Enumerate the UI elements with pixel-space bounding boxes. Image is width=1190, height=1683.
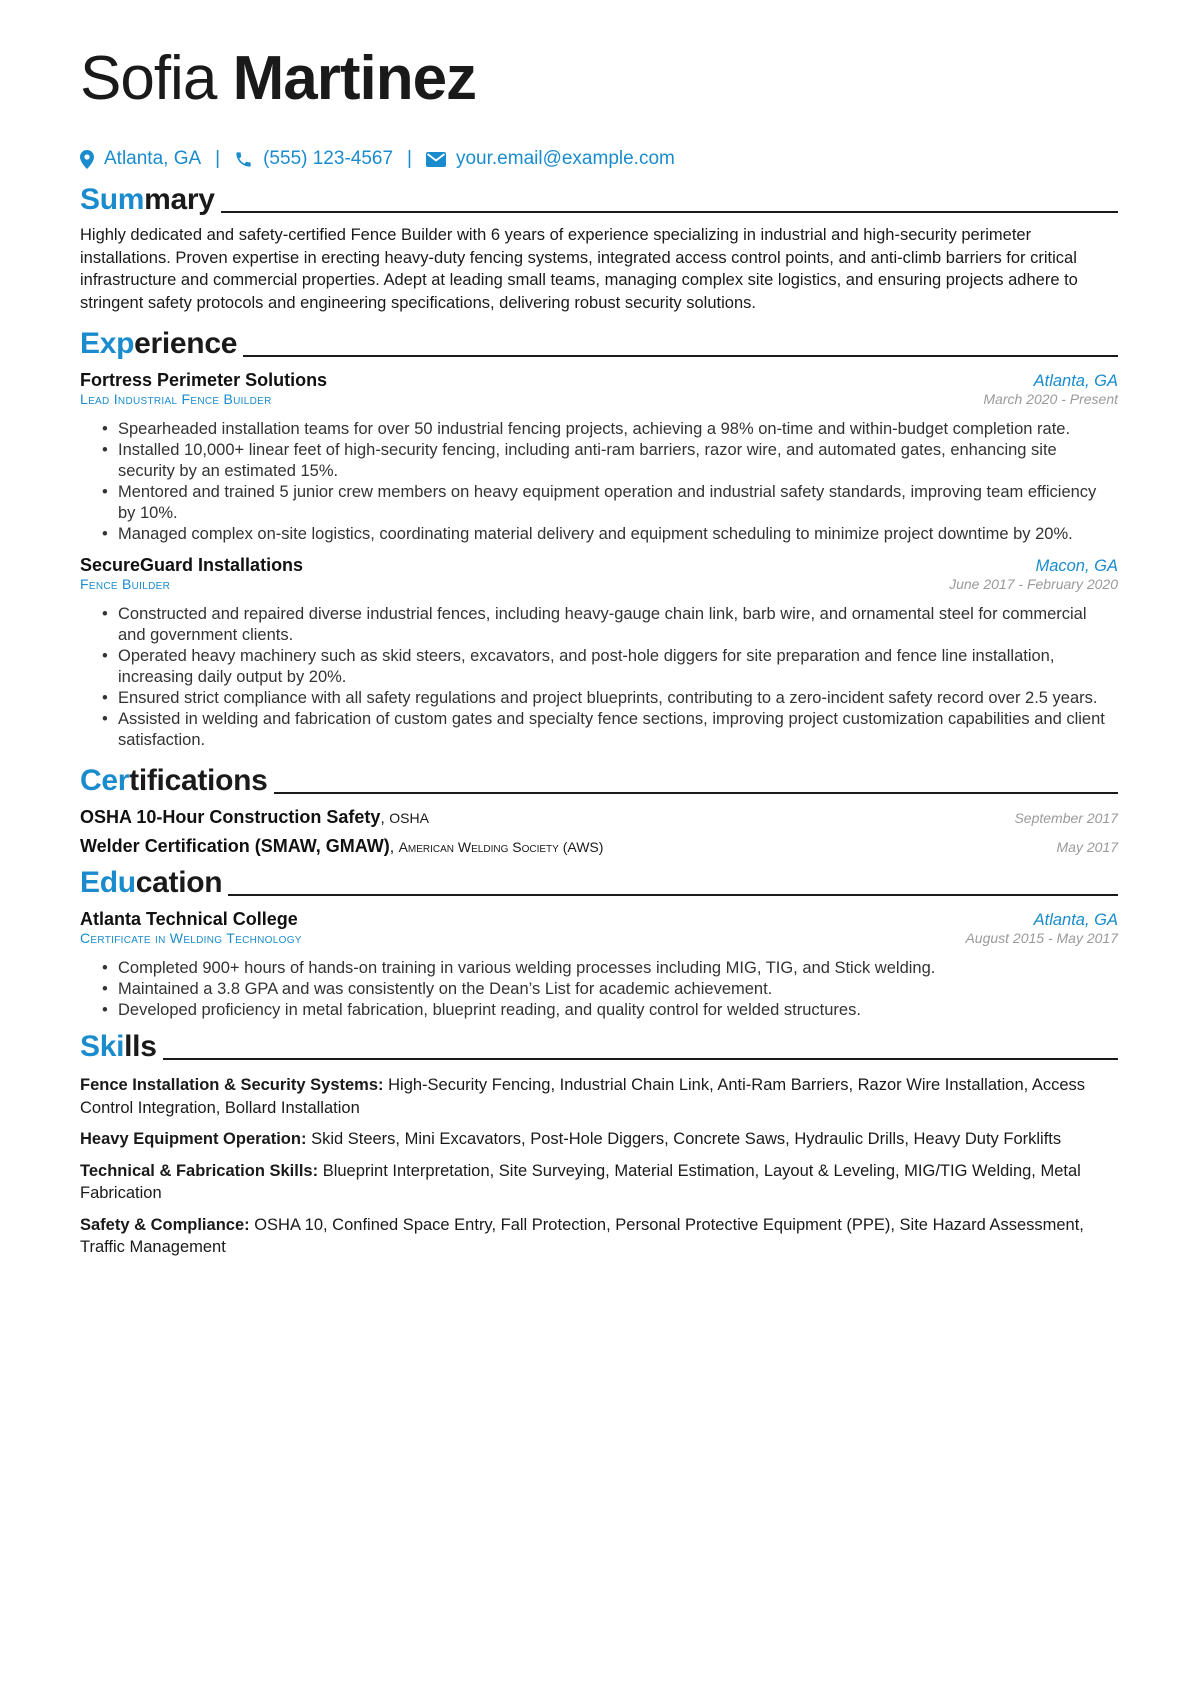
- envelope-icon: [426, 152, 446, 167]
- contact-email[interactable]: [426, 148, 675, 170]
- bullet-text: Managed complex on-site logistics, coordinating material delivery and equipment scheduling to minimize project downtime by 20%.: [118, 525, 1073, 543]
- section-title-accent: Exp: [80, 327, 135, 360]
- email-text: your.email@example.com: [455, 148, 675, 169]
- bullet-icon: •: [102, 980, 108, 998]
- job-title: Fence Builder: [80, 576, 171, 592]
- phone-icon: [234, 150, 253, 169]
- section-title: [80, 763, 268, 799]
- entry-subheading: [80, 576, 1118, 592]
- skill-items: Blueprint Interpretation, Site Surveying, Material Estimation, Layout & Leveling, MIG/TIG Welding, Metal Fabrication: [80, 1161, 1081, 1202]
- skill-category: Fence Installation & Security Systems:: [80, 1076, 384, 1094]
- experience-entry: [80, 555, 1118, 751]
- section-rule: [163, 1058, 1118, 1060]
- entry-heading: [80, 370, 1118, 391]
- company-name: Fortress Perimeter Solutions: [80, 370, 328, 390]
- job-bullets: [80, 604, 1118, 751]
- skill-group: [80, 1214, 1118, 1259]
- section-title: [80, 326, 237, 362]
- company-name: SecureGuard Installations: [80, 555, 304, 575]
- section-title-accent: Edu: [80, 866, 136, 899]
- section-header-summary: [80, 174, 1118, 218]
- first-name: Sofia: [80, 44, 217, 113]
- certification-name: Welder Certification (SMAW, GMAW): [80, 836, 390, 856]
- skill-category: Technical & Fabrication Skills:: [80, 1161, 319, 1180]
- certification-label: Welder Certification (SMAW, GMAW), American Welding Society (AWS): [80, 836, 604, 856]
- skill-group: [80, 1128, 1118, 1151]
- skill-category: Safety & Compliance:: [80, 1215, 250, 1234]
- list-item: [80, 482, 1118, 524]
- skill-category: Heavy Equipment Operation:: [80, 1130, 307, 1148]
- bullet-text: Completed 900+ hours of hands-on training in various welding processes including MIG, TIG, and Stick welding.: [118, 959, 936, 977]
- bullet-icon: •: [102, 605, 108, 623]
- section-title-accent: Ski: [80, 1030, 125, 1063]
- job-title: Lead Industrial Fence Builder: [80, 391, 272, 407]
- candidate-name: [80, 40, 1118, 118]
- section-title-rest: mary: [144, 183, 215, 216]
- bullet-text: Installed 10,000+ linear feet of high-security fencing, including anti-ram barriers, razor wire, and automated gates, enhancing site security by an estimated 15%.: [118, 441, 1057, 480]
- contact-bar: [80, 144, 1118, 174]
- certification-issuer: OSHA: [389, 810, 429, 826]
- bullet-text: Spearheaded installation teams for over 50 industrial fencing projects, achieving a 98% on-time and within-budget completion rate.: [118, 420, 1071, 438]
- map-pin-icon: [80, 150, 94, 169]
- resume-page: [80, 40, 1118, 1259]
- section-header-skills: [80, 1021, 1118, 1065]
- bullet-icon: •: [102, 441, 108, 459]
- list-item: [80, 709, 1118, 751]
- entry-subheading: [80, 391, 1118, 407]
- bullet-icon: •: [102, 525, 108, 543]
- bullet-text: Ensured strict compliance with all safety regulations and project blueprints, contributing to a zero-incident safety record over 2.5 years.: [118, 689, 1098, 707]
- list-item: [80, 524, 1118, 545]
- contact-separator: |: [215, 148, 221, 169]
- section-title-accent: Cer: [80, 764, 130, 797]
- skill-group: [80, 1160, 1118, 1205]
- job-bullets: [80, 419, 1118, 545]
- certification-issuer: American Welding Society (AWS): [398, 839, 604, 855]
- bullet-text: Mentored and trained 5 junior crew members on heavy equipment operation and industrial safety standards, improving team efficiency by 10%.: [118, 483, 1097, 522]
- contact-phone[interactable]: [234, 148, 393, 170]
- section-title-rest: cation: [135, 866, 223, 899]
- education-dates: August 2015 - May 2017: [965, 930, 1118, 946]
- school-name: Atlanta Technical College: [80, 909, 298, 929]
- school-location: Atlanta, GA: [1033, 911, 1118, 929]
- job-dates: March 2020 - Present: [983, 391, 1118, 407]
- list-item: [80, 604, 1118, 646]
- section-title-rest: lls: [124, 1030, 157, 1063]
- list-item: [80, 419, 1118, 440]
- section-rule: [274, 792, 1118, 794]
- contact-location: [80, 148, 201, 170]
- section-title-accent: Sum: [80, 183, 145, 216]
- bullet-text: Developed proficiency in metal fabrication, blueprint reading, and quality control for welded structures.: [118, 1001, 861, 1019]
- list-item: [80, 979, 1118, 1000]
- list-item: [80, 688, 1118, 709]
- section-rule: [243, 355, 1118, 357]
- certification-item: [80, 836, 1118, 857]
- experience-entry: [80, 370, 1118, 545]
- section-rule: [221, 211, 1118, 213]
- bullet-text: Maintained a 3.8 GPA and was consistently on the Dean’s List for academic achievement.: [118, 980, 773, 998]
- section-title: [80, 1029, 157, 1065]
- location-text: Atlanta, GA: [104, 148, 202, 169]
- section-title: [80, 865, 222, 901]
- certification-item: [80, 807, 1118, 828]
- degree-title: Certificate in Welding Technology: [80, 930, 302, 946]
- certification-label: OSHA 10-Hour Construction Safety, OSHA: [80, 807, 429, 827]
- skill-items: Skid Steers, Mini Excavators, Post-Hole Diggers, Concrete Saws, Hydraulic Drills, Heavy Duty Forklifts: [311, 1130, 1062, 1148]
- skill-group: [80, 1074, 1118, 1119]
- bullet-icon: •: [102, 420, 108, 438]
- certification-date: September 2017: [1014, 810, 1118, 826]
- contact-separator: |: [407, 148, 412, 169]
- bullet-icon: •: [102, 959, 108, 977]
- last-name: Martinez: [232, 44, 477, 113]
- skill-items: High-Security Fencing, Industrial Chain Link, Anti-Ram Barriers, Razor Wire Installation, Access Control Integration, Bollard Installation: [80, 1076, 1086, 1117]
- section-header-experience: [80, 318, 1118, 362]
- list-item: [80, 646, 1118, 688]
- entry-heading: [80, 555, 1118, 576]
- bullet-icon: •: [102, 710, 108, 728]
- entry-heading: [80, 909, 1118, 930]
- job-dates: June 2017 - February 2020: [949, 576, 1118, 592]
- section-rule: [228, 894, 1118, 896]
- section-title-rest: erience: [134, 327, 238, 360]
- education-entry: [80, 909, 1118, 1021]
- entry-subheading: [80, 930, 1118, 946]
- list-item: [80, 440, 1118, 482]
- section-title-rest: tifications: [129, 764, 268, 797]
- bullet-icon: •: [102, 689, 108, 707]
- job-location: Macon, GA: [1035, 557, 1118, 575]
- section-header-certifications: [80, 755, 1118, 799]
- certification-name: OSHA 10-Hour Construction Safety: [80, 807, 381, 827]
- job-location: Atlanta, GA: [1033, 372, 1118, 390]
- education-bullets: [80, 958, 1118, 1021]
- certification-date: May 2017: [1056, 839, 1118, 855]
- list-item: [80, 1000, 1118, 1021]
- bullet-icon: •: [102, 483, 108, 501]
- phone-text: (555) 123-4567: [263, 148, 394, 169]
- bullet-text: Assisted in welding and fabrication of custom gates and specialty fence sections, improving project customization capabilities and client satisfaction.: [118, 710, 1105, 749]
- skill-items: OSHA 10, Confined Space Entry, Fall Protection, Personal Protective Equipment (PPE), Site Hazard Assessment, Traffic Management: [80, 1215, 1084, 1256]
- bullet-text: Constructed and repaired diverse industrial fences, including heavy-gauge chain link, barb wire, and ornamental steel for commercial and government clients.: [118, 605, 1087, 644]
- section-title: [80, 182, 215, 218]
- summary-text: Highly dedicated and safety-certified Fence Builder with 6 years of experience specializing in industrial and high-security perimeter installations. Proven expertise in erecting heavy-duty fencing systems, integrated access control points, and anti-climb barriers for critical infrastructure and commercial properties. Adept at leading small teams, managing complex site logistics, and ensuring projects adhere to stringent safety protocols and engineering specifications, delivering robust security solutions.: [80, 226, 1078, 312]
- bullet-icon: •: [102, 1001, 108, 1019]
- bullet-icon: •: [102, 647, 108, 665]
- bullet-text: Operated heavy machinery such as skid steers, excavators, and post-hole diggers for site preparation and fence line installation, increasing daily output by 20%.: [118, 647, 1055, 686]
- list-item: [80, 958, 1118, 979]
- section-header-education: [80, 857, 1118, 901]
